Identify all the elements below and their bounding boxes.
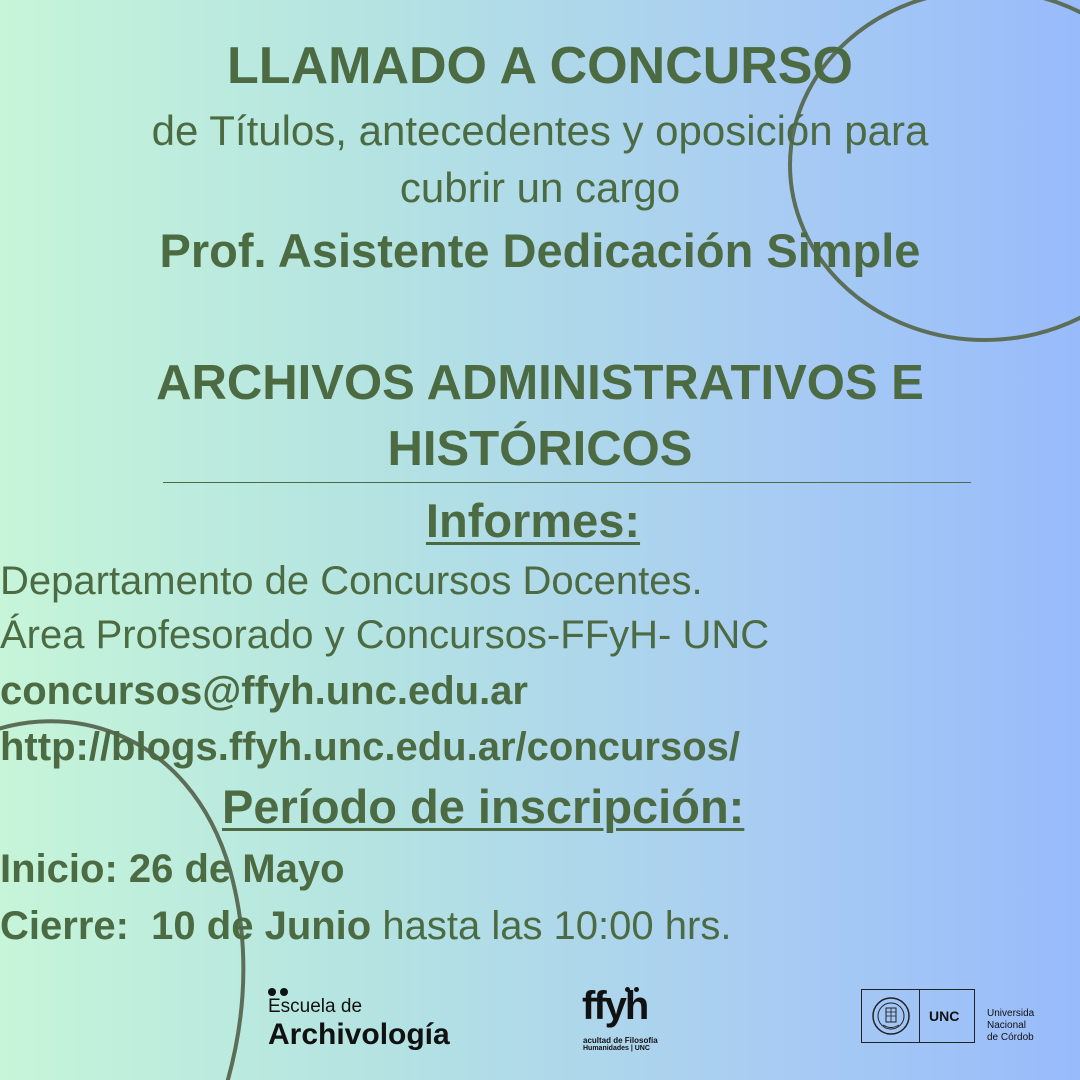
archivologia-line-2: Archivología xyxy=(268,1018,450,1051)
unc-logo xyxy=(861,989,1041,1047)
cierre-date xyxy=(0,901,731,951)
ffyh-mark: ffyh xyxy=(582,984,648,1028)
subtitle-line-1: de Títulos, antecedentes y oposición para xyxy=(151,107,929,154)
headline: LLAMADO A CONCURSO xyxy=(227,37,853,95)
cierre-date-bold: Cierre: 10 de Junio xyxy=(0,904,372,948)
inicio-date: Inicio: 26 de Mayo xyxy=(0,847,345,891)
cierre-time: hasta las 10:00 hrs. xyxy=(371,904,732,948)
subtitle-line-2: cubrir un cargo xyxy=(399,164,681,211)
ffyh-line-2: Humanidades | UNC xyxy=(583,1045,650,1052)
contact-email-link[interactable]: concursos@ffyh.unc.edu.ar xyxy=(0,669,528,713)
unc-mark: UNC xyxy=(929,1008,960,1024)
ffyh-logo xyxy=(578,976,668,1058)
informes-area: Área Profesorado y Concursos-FFyH- UNC xyxy=(0,613,770,657)
archivologia-line-1: Escuela de xyxy=(268,996,363,1017)
unc-line-2: Nacional xyxy=(987,1020,1026,1031)
ffyh-line-1: acultad de Filosofía xyxy=(583,1036,658,1045)
blog-url-link[interactable]: http://blogs.ffyh.unc.edu.ar/concursos/ xyxy=(0,725,741,769)
subject-line-2: HISTÓRICOS xyxy=(387,422,693,476)
unc-line-3: de Córdob xyxy=(987,1032,1034,1043)
unc-box-divider xyxy=(919,989,920,1043)
informes-department: Departamento de Concursos Docentes. xyxy=(0,559,703,603)
informes-heading: Informes: xyxy=(425,494,641,547)
unc-seal-icon xyxy=(867,992,915,1040)
divider-line xyxy=(163,482,971,483)
subject-line-1: ARCHIVOS ADMINISTRATIVOS E xyxy=(156,356,924,410)
archivologia-logo xyxy=(268,983,468,1053)
unc-line-1: Universida xyxy=(987,1008,1035,1019)
position-title: Prof. Asistente Dedicación Simple xyxy=(159,224,921,277)
inscripcion-heading: Período de inscripción: xyxy=(222,780,745,833)
